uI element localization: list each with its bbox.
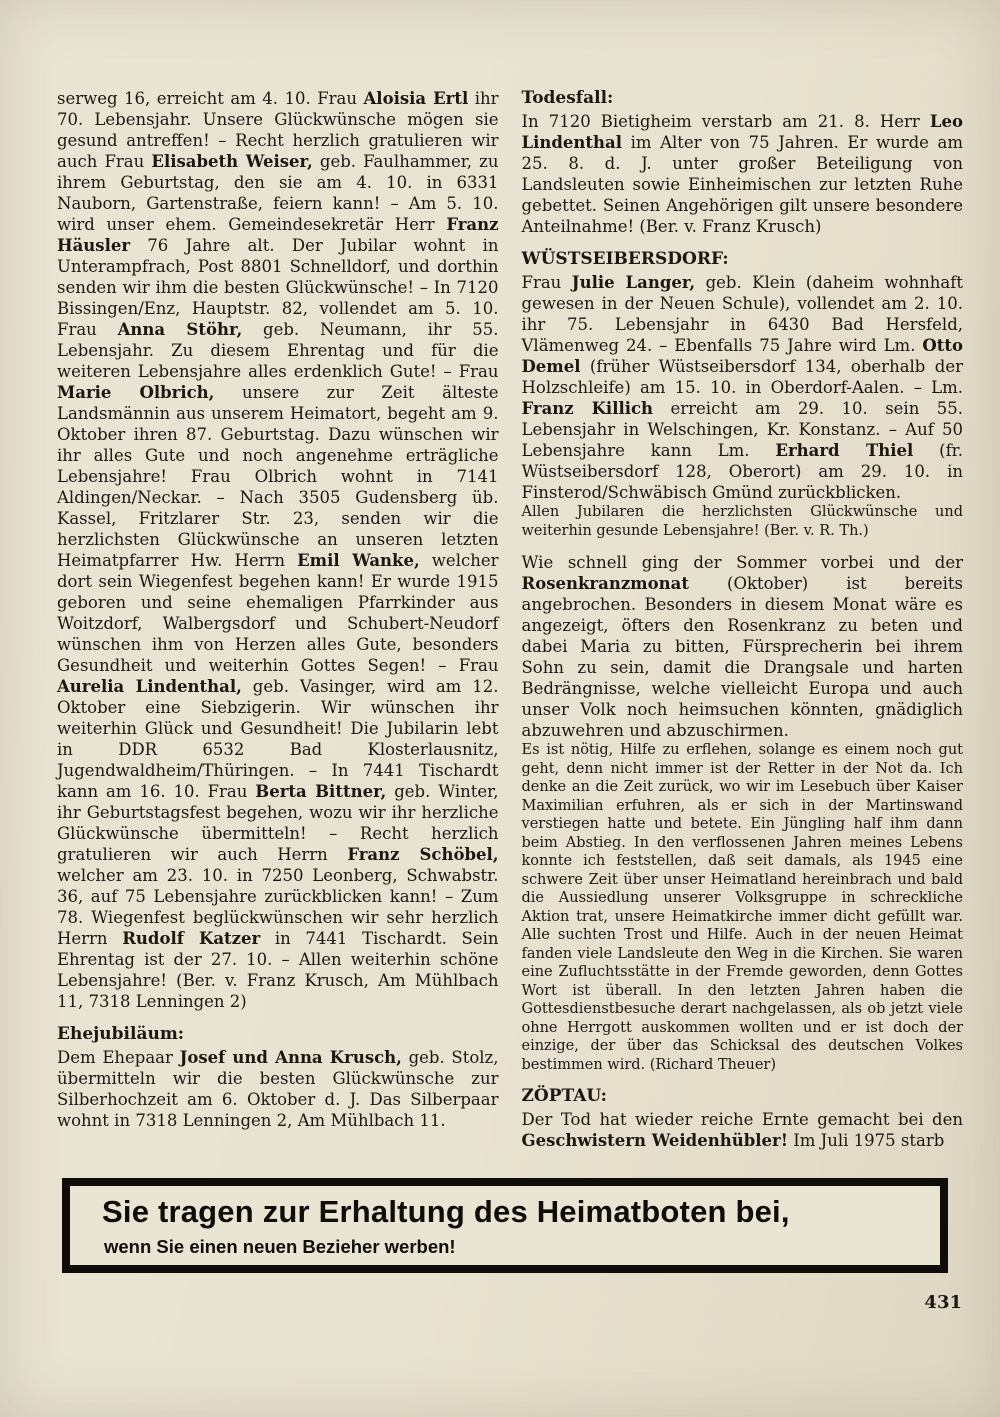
banner-headline: Sie tragen zur Erhaltung des Heimatboten bei,: [102, 1194, 790, 1229]
text-segment: Der Tod hat wieder reiche Ernte gemacht bei den: [521, 1110, 963, 1129]
bold-text-segment: Rosenkranzmonat: [521, 574, 689, 593]
bold-text-segment: Emil Wanke,: [297, 551, 420, 570]
text-segment: geb. Klein (daheim wohnhaft gewesen in der Neuen Schule), vollendet am 2. 10. ihr 75. Lebensjahr in 6430 Bad Hersfeld, Vlämenweg 24. – Ebenfalls 75 Jahre wird Lm.: [521, 273, 963, 355]
text-segment: geb. Neumann, ihr 55. Lebensjahr. Zu diesem Ehrentag und für die weiteren Lebensjahre alles erdenklich Gute! – Frau: [57, 320, 499, 381]
bold-text-segment: Marie Olbrich,: [57, 383, 215, 402]
paragraph-jubilee-wishes-note: [522, 503, 964, 540]
heading-zoeptau: ZÖPTAU:: [521, 1086, 607, 1106]
text-segment: (fr. Wüstseibersdorf 128, Oberort) am 29. 10. in Finsterod/Schwäbisch Gmünd zurückblicken.: [521, 441, 963, 502]
paragraph-richard-theuer-reflection: [522, 741, 964, 1074]
text-segment: Allen Jubilaren die herzlichsten Glückwünsche und weiterhin gesunde Lebensjahre! (Ber. v. R. Th.): [521, 504, 963, 539]
paragraph-wuestseibersdorf-jubilees: [522, 272, 964, 503]
text-segment: (Oktober) ist bereits angebrochen. Besonders in diesem Monat wäre es angezeigt, öfters den Rosenkranz zu beten und dabei Maria zu bitten, Fürsprecherin bei ihrem Sohn zu sein, damit die Drangsale und harten Bedrängnisse, welche vielleicht Europa und auch unser Volk noch heimsuchen könnten, gnädiglich abzuwehren und abzuschirmen.: [521, 574, 963, 740]
page-number: 431: [924, 1292, 962, 1313]
heading-wuestseibersdorf: WÜSTSEIBERSDORF:: [521, 249, 729, 269]
bold-text-segment: Geschwistern Weidenhübler!: [521, 1131, 788, 1150]
subscription-banner: [62, 1178, 948, 1273]
text-segment: geb. Faulhammer, zu ihrem Geburtstag, den sie am 4. 10. in 6331 Nauborn, Gartenstraße, feiern kann! – Am 5. 10. wird unser ehem. Gemeindesekretär Herr: [57, 152, 499, 234]
bold-text-segment: Josef und Anna Krusch,: [179, 1048, 402, 1067]
text-segment: unsere zur Zeit älteste Landsmännin aus unserem Heimatort, begeht am 9. Oktober ihren 87. Geburtstag. Dazu wünschen wir ihr alles Gute und noch angenehme erträgliche Lebensjahre! Frau Olbrich wohnt in 7141 Aldingen/Neckar. – Nach 3505 Gudensberg üb. Kassel, Fritzlarer Str. 23, senden wir die herzlichsten Glückwünsche an unseren letzten Heimatpfarrer Hw. Herrn: [57, 383, 499, 570]
text-segment: welcher dort sein Wiegenfest begehen kann! Er wurde 1915 geboren und seine ehemaligen Pfarrkinder aus Woitzdorf, Walbergsdorf und Schubert-Neudorf wünschen ihm von Herzen alles Gute, besonders Gesundheit und weiterhin Gottes Segen! – Frau: [57, 551, 499, 675]
two-column-text-area: [57, 88, 963, 1151]
paragraph-rosenkranzmonat: [522, 552, 964, 741]
bold-text-segment: Julie Langer,: [571, 273, 696, 292]
text-segment: in 7441 Tischardt. Sein Ehrentag ist der 27. 10. – Allen weiterhin schöne Lebensjahre! (Ber. v. Franz Krusch, Am Mühlbach 11, 7318 Lenningen 2): [57, 929, 499, 1011]
bold-text-segment: Aurelia Lindenthal,: [57, 677, 242, 696]
text-segment: erreicht am 29. 10. sein 55. Lebensjahr in Welschingen, Kr. Konstanz. – Auf 50 Lebensjahre kann Lm.: [521, 399, 963, 460]
text-segment: im Alter von 75 Jahren. Er wurde am 25. 8. d. J. unter großer Beteiligung von Landsleuten sowie Einheimischen zur letzten Ruhe gebettet. Seinen Angehörigen gilt unsere besondere Anteilnahme! (Ber. v. Franz Krusch): [521, 133, 963, 236]
paragraph-obituary: [522, 111, 964, 237]
bold-text-segment: Berta Bittner,: [255, 782, 387, 801]
bold-text-segment: Franz Killich: [521, 399, 654, 418]
bold-text-segment: Aloisia Ertl: [363, 89, 469, 108]
text-segment: 76 Jahre alt. Der Jubilar wohnt in Unterampfrach, Post 8801 Schnelldorf, und dorthin senden wir ihm die besten Glückwünsche! – In 7120 Bissingen/Enz, Hauptstr. 82, vollendet am 5. 10. Frau: [57, 236, 499, 339]
bold-text-segment: Franz Schöbel,: [347, 845, 499, 864]
text-segment: geb. Winter, ihr Geburtstagsfest begehen, wozu wir ihr herzliche Glückwünsche übermitteln! – Recht herzlich gratulieren wir auch Herrn: [57, 782, 499, 864]
banner-subline: wenn Sie einen neuen Bezieher werben!: [104, 1236, 456, 1257]
heading-todesfall: Todesfall:: [521, 88, 614, 108]
bold-text-segment: Erhard Thiel: [775, 441, 914, 460]
text-segment: geb. Vasinger, wird am 12. Oktober eine Siebzigerin. Wir wünschen ihr weiterhin Glück und Gesundheit! Die Jubilarin lebt in DDR 6532 Bad Klosterlausnitz, Jugendwaldheim/Thüringen. – In 7441 Tischardt kann am 16. 10. Frau: [57, 677, 499, 801]
bold-text-segment: Elisabeth Weiser,: [151, 152, 313, 171]
paragraph-zoeptau: [522, 1109, 964, 1151]
text-segment: ihr 70. Lebensjahr. Unsere Glückwünsche mögen sie gesund antreffen! – Recht herzlich gratulieren wir auch Frau: [57, 89, 499, 171]
left-column: [57, 88, 499, 1151]
text-segment: serweg 16, erreicht am 4. 10. Frau: [57, 89, 364, 108]
right-column: [522, 88, 964, 1151]
text-segment: (früher Wüstseibersdorf 134, oberhalb der Holzschleife) am 15. 10. in Oberdorf-Aalen. – Lm.: [521, 357, 963, 397]
text-segment: Dem Ehepaar: [57, 1048, 180, 1067]
text-segment: In 7120 Bietigheim verstarb am 21. 8. Herr: [521, 112, 930, 131]
text-segment: Wie schnell ging der Sommer vorbei und der: [521, 553, 963, 572]
bold-text-segment: Franz Häusler: [57, 215, 499, 255]
bold-text-segment: Anna Stöhr,: [117, 320, 243, 339]
text-segment: Im Juli 1975 starb: [787, 1131, 945, 1150]
text-segment: welcher am 23. 10. in 7250 Leonberg, Schwabstr. 36, auf 75 Lebensjahre zurückblicken kann! – Zum 78. Wiegenfest beglückwünschen wir sehr herzlich Herrn: [57, 866, 499, 948]
paragraph-silver-wedding: [57, 1047, 499, 1131]
bold-text-segment: Otto Demel: [521, 336, 963, 376]
text-segment: geb. Stolz, übermitteln wir die besten Glückwünsche zur Silberhochzeit am 6. Oktober d. J. Das Silberpaar wohnt in 7318 Lenningen 2, Am Mühlbach 11.: [57, 1048, 499, 1130]
paragraph-birthday-congratulations: [57, 88, 499, 1012]
text-segment: Frau: [521, 273, 572, 292]
bold-text-segment: Rudolf Katzer: [122, 929, 261, 948]
text-segment: Es ist nötig, Hilfe zu erflehen, solange es einem noch gut geht, denn nicht immer ist der Retter in der Not da. Ich denke an die Zeit zurück, wo wir im Lesebuch über Kaiser Maximilian erfuhren, als er sich in der Martinswand verstiegen hatte und betete. Ein Jüngling half ihm dann beim Abstieg. In den verflossenen Jahren meines Lebens konnte ich feststellen, daß seit damals, als 1945 eine schwere Zeit über unser Heimatland hereinbrach und bald die Aussiedlung unserer Volksgruppe in schreckliche Aktion trat, unsere Heimatkirche immer dicht gefüllt war. Alle suchten Trost und Hilfe. Auch in der neuen Heimat fanden viele Landsleute den Weg in die Kirchen. Sie waren eine Zufluchtsstätte in der Fremde geworden, denn Gottes Wort ist überall. In den letzten Jahren haben die Gottesdienstbesuche derart nachgelassen, als ob jetzt viele ohne Herrgott auskommen wollten und er ist doch der einzige, der über das Schicksal des deutschen Volkes bestimmen wird. (Richard Theuer): [521, 742, 963, 1073]
bold-text-segment: Leo Lindenthal: [521, 112, 963, 152]
heading-ehejubilaeum: Ehejubiläum:: [57, 1024, 185, 1044]
